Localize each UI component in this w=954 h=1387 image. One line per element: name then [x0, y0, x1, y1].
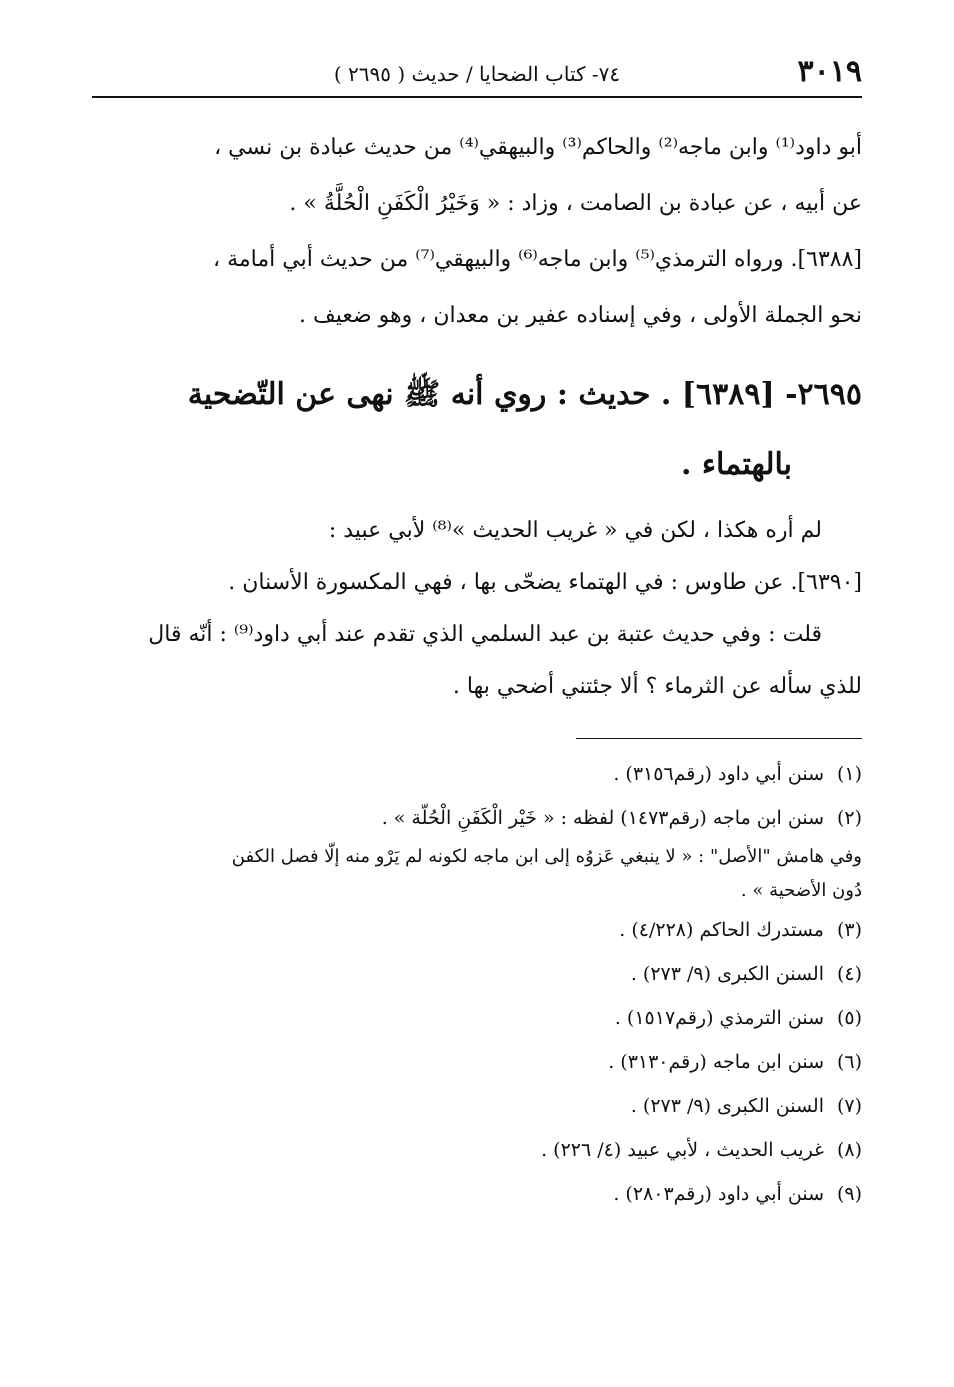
footnote	[92, 952, 862, 996]
footnote	[92, 996, 862, 1040]
footnote-text: سنن أبي داود (رقم٢٨٠٣) .	[613, 1183, 824, 1205]
footnote-text: مستدرك الحاكم (٤/٢٢٨) .	[619, 919, 824, 941]
footnote-continuation	[92, 874, 862, 908]
text-line: أبو داود⁽¹⁾ وابن ماجه⁽²⁾ والحاكم⁽³⁾ والبيهقي⁽⁴⁾ من حديث عبادة بن نسي ،	[214, 135, 862, 160]
footnote-number: (١)	[836, 763, 862, 785]
footnote-number: (٩)	[836, 1183, 862, 1205]
main-text	[92, 120, 862, 344]
footnote	[92, 1128, 862, 1172]
footnote	[92, 908, 862, 952]
footnotes	[92, 752, 862, 1216]
commentary-line: لم أره هكذا ، لكن في « غريب الحديث »⁽⁸⁾ لأبي عبيد :	[328, 518, 822, 543]
footnote-number: (٦)	[836, 1051, 862, 1073]
footnote-text: سنن ابن ماجه (رقم١٤٧٣) لفظه : « خَيْر الْكَفَنِ الْحُلّة » .	[381, 807, 824, 829]
footnote-number: (٤)	[836, 963, 862, 985]
footnote-number: (٥)	[836, 1007, 862, 1029]
footnote	[92, 1084, 862, 1128]
footnote-number: (٣)	[836, 919, 862, 941]
footnote-continuation	[92, 840, 862, 874]
footnote-text: السنن الكبرى (٩/ ٢٧٣) .	[630, 1095, 824, 1117]
footnote-number: (٢)	[836, 807, 862, 829]
footnote-text: سنن الترمذي (رقم١٥١٧) .	[614, 1007, 824, 1029]
footnote-text: دُون الأضحية » .	[740, 880, 862, 901]
footnote	[92, 796, 862, 840]
hadith-heading	[92, 360, 862, 500]
footnote-text: غريب الحديث ، لأبي عبيد (٤/ ٢٢٦) .	[541, 1139, 824, 1161]
footnote	[92, 1172, 862, 1216]
text-line: عن أبيه ، عن عبادة بن الصامت ، وزاد : « وَخَيْرُ الْكَفَنِ الْحُلَّةُ » .	[289, 191, 862, 216]
footnote-number: (٧)	[836, 1095, 862, 1117]
footnote	[92, 752, 862, 796]
footnote-text: وفي هامش "الأصل" : « لا ينبغي عَزوُه إلى ابن ماجه لكونه لم يَرْو منه إلّا فصل الكفن	[231, 846, 862, 867]
hadith-heading-line: ٢٦٩٥- [٦٣٨٩] . حديث : روي أنه ﷺ نهى عن التّضحية	[187, 377, 862, 412]
footnote-divider	[576, 738, 862, 739]
footnote	[92, 1040, 862, 1084]
commentary-line: قلت : وفي حديث عتبة بن عبد السلمي الذي تقدم عند أبي داود⁽⁹⁾ : أنّه قال	[148, 622, 822, 647]
footnote-text: سنن ابن ماجه (رقم٣١٣٠) .	[608, 1051, 824, 1073]
text-line: نحو الجملة الأولى ، وفي إسناده عفير بن معدان ، وهو ضعيف .	[298, 303, 862, 328]
commentary-line: للذي سأله عن الثرماء ؟ ألا جئتني أضحي بها .	[452, 674, 862, 699]
text-line: [٦٣٨٨]. ورواه الترمذي⁽⁵⁾ وابن ماجه⁽⁶⁾ والبيهقي⁽⁷⁾ من حديث أبي أمامة ،	[213, 247, 862, 272]
footnote-text: السنن الكبرى (٩/ ٢٧٣) .	[630, 963, 824, 985]
running-title: ٧٤- كتاب الضحايا / حديث ( ٢٦٩٥ )	[333, 62, 621, 86]
commentary-line: [٦٣٩٠]. عن طاوس : في الهتماء يضحّى بها ، فهي المكسورة الأسنان .	[228, 570, 862, 595]
page-header	[92, 50, 862, 98]
footnote-text: سنن أبي داود (رقم٣١٥٦) .	[613, 763, 824, 785]
footnote-number: (٨)	[836, 1139, 862, 1161]
commentary	[92, 505, 862, 713]
page-number: ٣٠١٩	[797, 54, 862, 89]
hadith-heading-line: بالهتماء .	[681, 447, 792, 482]
